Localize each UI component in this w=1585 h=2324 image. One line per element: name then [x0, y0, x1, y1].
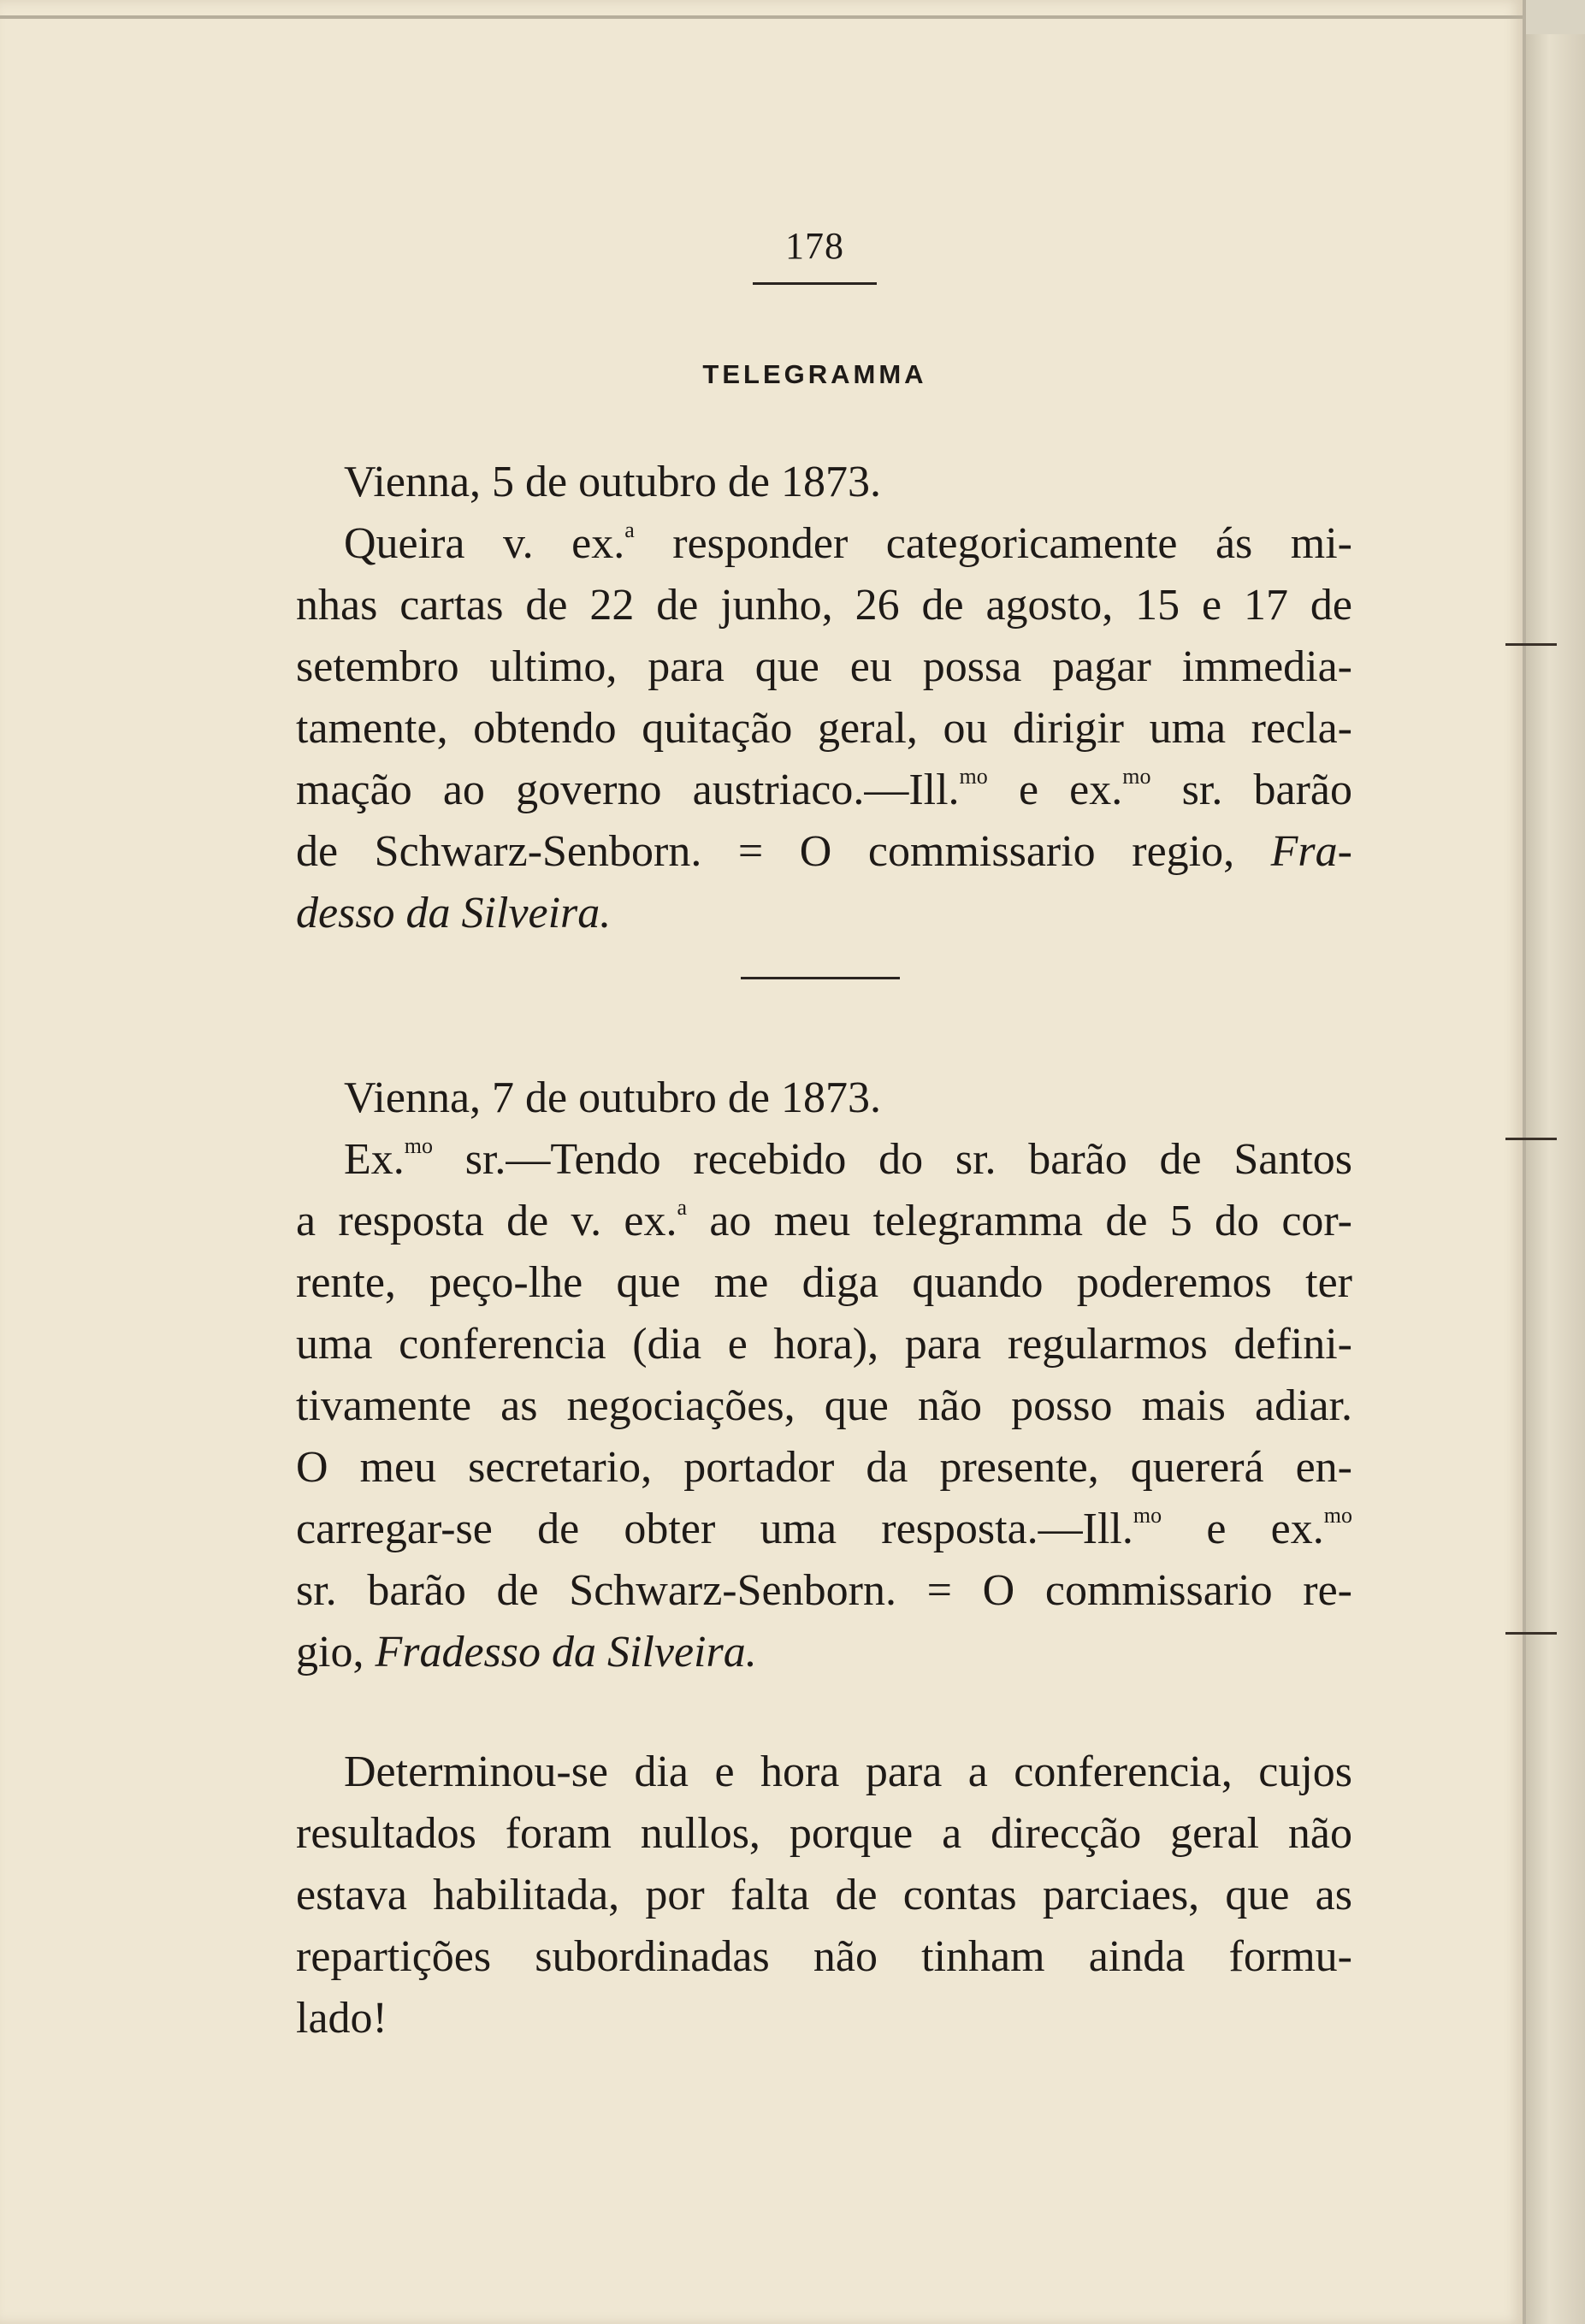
letter-line-3: rente, peço-lhe que me diga quando poderemos ter — [296, 1258, 1352, 1307]
telegram-line-6: de Schwarz-Senborn. = O commissario regio, Fra- — [296, 827, 1352, 876]
letter-line-8: sr. barão de Schwarz-Senborn. = O commissario re- — [296, 1566, 1352, 1615]
closing-paragraph — [296, 1742, 1352, 2049]
closing-line-5: lado! — [296, 1994, 387, 2043]
closing-line-4: repartições subordinadas não tinham ainda formu- — [296, 1932, 1352, 1981]
next-page-edge — [1526, 34, 1585, 2324]
letter-line-5: tivamente as negociações, que não posso mais adiar. — [296, 1381, 1352, 1430]
page-number-underline — [753, 282, 877, 285]
top-edge-rule — [0, 15, 1523, 19]
telegram-line-3: setembro ultimo, para que eu possa pagar immedia- — [296, 642, 1352, 691]
edge-tick-mark — [1505, 1632, 1557, 1635]
page-number: 178 — [785, 225, 844, 267]
closing-line-2: resultados foram nullos, porque a direcção geral não — [296, 1809, 1352, 1858]
telegram-line-1: Queira v. ex.$^a$ responder categoricamente ás mi- — [344, 517, 1352, 568]
letter-line-1: Ex.$^{mo}$ sr.—Tendo recebido do sr. barão de Santos — [344, 1133, 1352, 1184]
letter-line-4: uma conferencia (dia e hora), para regularmos defini- — [296, 1320, 1352, 1369]
section-divider — [741, 977, 900, 979]
letter-dateline: Vienna, 7 de outubro de 1873. — [344, 1073, 881, 1122]
letter-line-6: O meu secretario, portador da presente, quererá en- — [296, 1443, 1352, 1492]
telegram-dateline: Vienna, 5 de outubro de 1873. — [344, 458, 881, 506]
telegram-block — [296, 452, 1352, 944]
letter-block — [296, 1067, 1352, 1683]
telegram-line-7: desso da Silveira. — [296, 889, 612, 937]
letter-line-7: carregar-se de obter uma resposta.—Ill.$^{mo}$ e ex.$^{mo}$ — [296, 1503, 1352, 1553]
letter-line-2: a resposta de v. ex.$^a$ ao meu telegramma de 5 do cor- — [296, 1195, 1352, 1245]
closing-line-1: Determinou-se dia e hora para a conferencia, cujos — [344, 1747, 1352, 1796]
edge-tick-mark — [1505, 1138, 1557, 1140]
signature-name-part: Fra- — [1270, 827, 1352, 876]
telegram-line-5: mação ao governo austriaco.—Ill.$^{mo}$ e ex.$^{mo}$ sr. barão — [296, 764, 1352, 814]
telegram-line-4: tamente, obtendo quitação geral, ou dirigir uma recla- — [296, 704, 1352, 753]
closing-line-3: estava habilitada, por falta de contas parciaes, que as — [296, 1871, 1352, 1919]
section-heading: TELEGRAMMA — [702, 359, 927, 389]
telegram-line-2: nhas cartas de 22 de junho, 26 de agosto, 15 e 17 de — [296, 581, 1352, 630]
letter-line-9: gio, Fradesso da Silveira. — [296, 1628, 757, 1676]
edge-tick-mark — [1505, 643, 1557, 646]
